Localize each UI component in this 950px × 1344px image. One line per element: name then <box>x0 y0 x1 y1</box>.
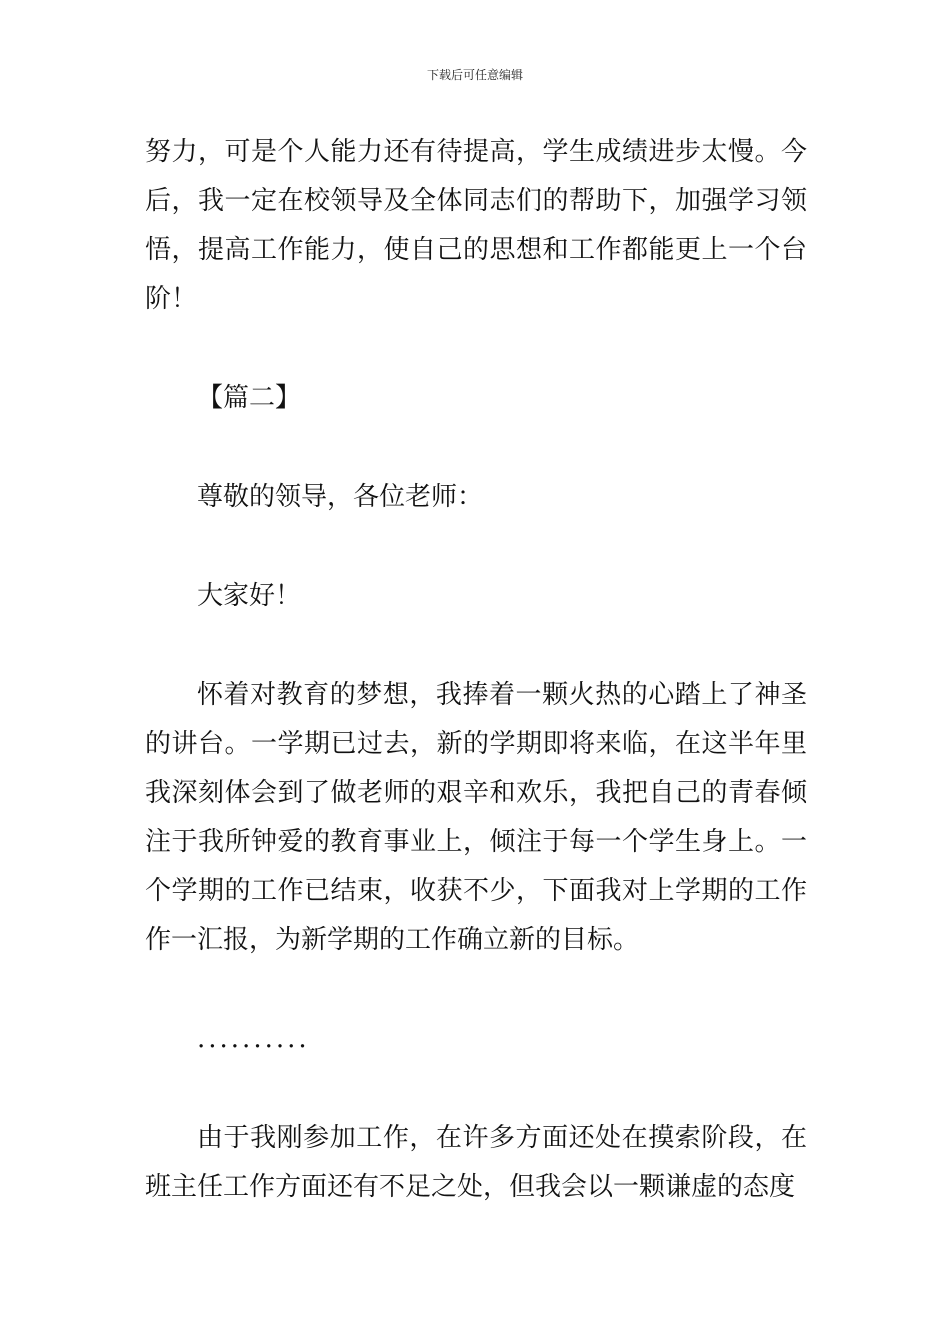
header-note: 下载后可任意编辑 <box>426 68 523 82</box>
document-body <box>145 128 807 1212</box>
greeting-line: 尊敬的领导，各位老师： <box>197 482 484 512</box>
paragraph-intro: 怀着对教育的梦想，我捧着一颗火热的心踏上了神圣的讲台。一学期已过去，新的学期即将来临，在这半年里我深刻体会到了做老师的艰辛和欢乐，我把自己的青春倾注于我所钟爱的教育事业上，倾注于每一个学生身上。一个学期的工作已结束，收获不少，下面我对上学期的工作作一汇报，为新学期的工作确立新的目标。 <box>145 680 807 955</box>
paragraph-followup: 由于我刚参加工作，在许多方面还处在摸索阶段，在班主任工作方面还有不足之处，但我会以一颗谦虚的态度 <box>145 1123 807 1202</box>
section-title: 【篇二】 <box>197 383 302 413</box>
ellipsis-line: .......... <box>197 1024 310 1054</box>
hello-line: 大家好！ <box>197 581 302 611</box>
paragraph-continued: 努力，可是个人能力还有待提高，学生成绩进步太慢。今后，我一定在校领导及全体同志们的帮助下，加强学习领悟，提高工作能力，使自己的思想和工作都能更上一个台阶！ <box>145 137 807 314</box>
